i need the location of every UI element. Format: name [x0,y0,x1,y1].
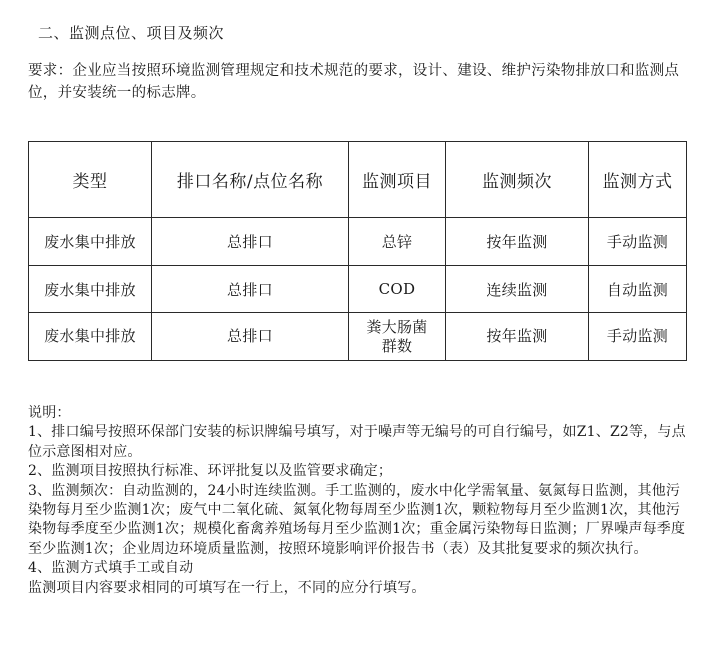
cell-type: 废水集中排放 [29,266,152,313]
cell-monitoring-item: 粪大肠菌群数 [349,313,446,361]
table-row [29,218,687,266]
note-item-3: 3、监测频次：自动监测的，24小时连续监测。手工监测的，废水中化学需氧量、氨氮每日监测，其他污染物每月至少监测1次；废气中二氧化硫、氮氧化物每周至少监测1次，颗粒物每月至少监测1次，其他污染物每季度至少监测1次；规模化畜禽养殖场每月至少监测1次；重金属污染物每日监测；厂界噪声每季度至少监测1次；企业周边环境质量监测，按照环境影响评价报告书（表）及其批复要求的频次执行。 [28,482,686,557]
header-type: 类型 [29,142,152,218]
cell-outlet-name: 总排口 [152,218,349,266]
cell-monitoring-frequency: 按年监测 [446,218,589,266]
header-outlet-name: 排口名称/点位名称 [152,142,349,218]
cell-monitoring-method: 手动监测 [589,313,687,361]
cell-monitoring-frequency: 按年监测 [446,313,589,361]
cell-outlet-name: 总排口 [152,266,349,313]
note-item-1: 1、排口编号按照环保部门安装的标识牌编号填写，对于噪声等无编号的可自行编号，如Z1、Z2等，与点位示意图相对应。 [28,424,686,460]
notes-section [28,404,693,598]
cell-monitoring-item: COD [349,266,446,313]
cell-monitoring-method: 手动监测 [589,218,687,266]
cell-type: 废水集中排放 [29,218,152,266]
header-monitoring-frequency: 监测频次 [446,142,589,218]
header-monitoring-method: 监测方式 [589,142,687,218]
cell-monitoring-frequency: 连续监测 [446,266,589,313]
section-title: 二、监测点位、项目及频次 [38,24,225,42]
note-item-2: 2、监测项目按照执行标准、环评批复以及监管要求确定； [28,463,393,480]
monitoring-table [28,141,687,361]
cell-type: 废水集中排放 [29,313,152,361]
table-row [29,313,687,361]
note-item-5: 监测项目内容要求相同的可填写在一行上，不同的应分行填写。 [28,579,426,596]
notes-heading: 说明： [28,405,71,421]
cell-monitoring-method: 自动监测 [589,266,687,313]
note-item-4: 4、监测方式填手工或自动 [28,560,194,577]
cell-monitoring-item: 总锌 [349,218,446,266]
table-row [29,266,687,313]
table-header-row [29,142,687,218]
cell-outlet-name: 总排口 [152,313,349,361]
header-monitoring-item: 监测项目 [349,142,446,218]
requirement-paragraph: 要求：企业应当按照环境监测管理规定和技术规范的要求，设计、建设、维护污染物排放口和监测点位，并安装统一的标志牌。 [28,63,680,101]
